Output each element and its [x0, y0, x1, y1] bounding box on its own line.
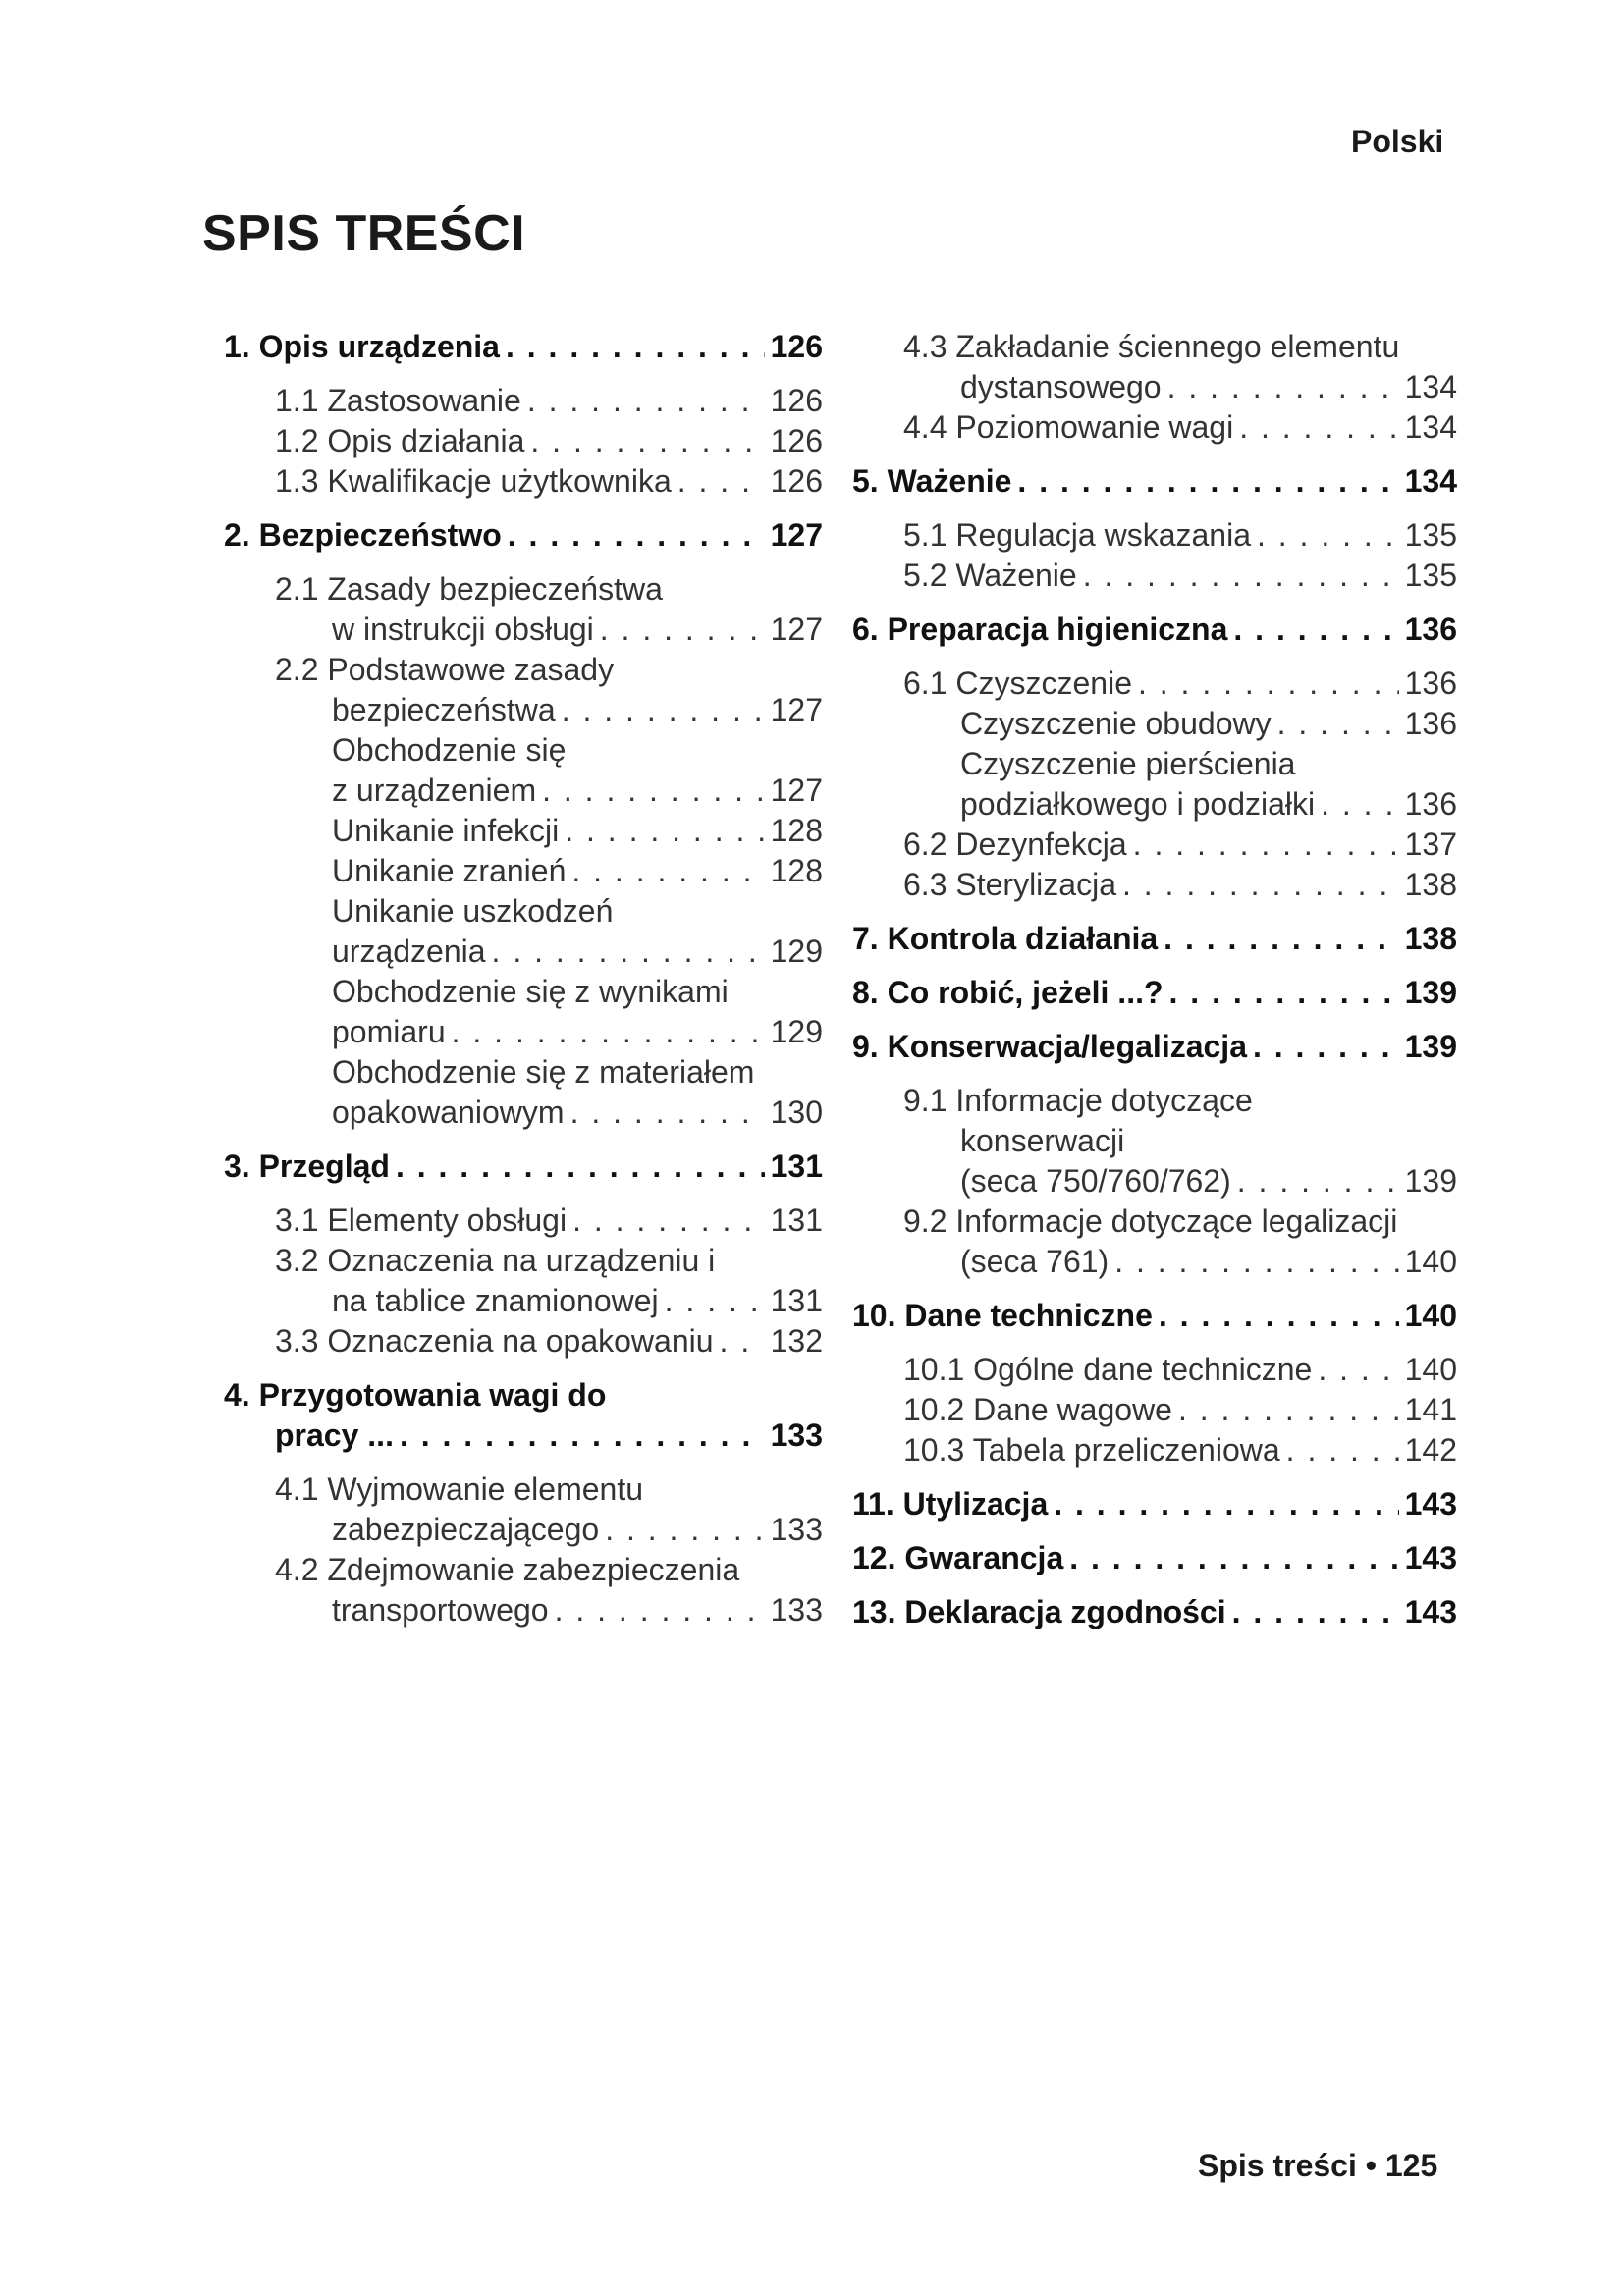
- toc-page-number: 139: [1404, 975, 1457, 1010]
- toc-entry-text: pomiaru: [332, 1014, 446, 1049]
- toc-page-number: 142: [1404, 1432, 1457, 1468]
- dot-leader: [1054, 1484, 1398, 1524]
- toc-entry-text: 3.1 Elementy obsługi: [275, 1202, 568, 1238]
- toc-entry-text: Obchodzenie się: [332, 732, 567, 768]
- toc-page-number: 131: [770, 1283, 823, 1318]
- toc-right-column: [852, 327, 1457, 1646]
- toc-entry-text: 12. Gwarancja: [852, 1540, 1064, 1575]
- toc-entry-text: 6.2 Dezynfekcja: [903, 827, 1127, 862]
- toc-page-number: 128: [770, 813, 823, 848]
- toc-page-number: 126: [770, 423, 823, 458]
- toc-entry-text: konserwacji: [960, 1123, 1125, 1158]
- toc-subsection[interactable]: [852, 744, 1457, 825]
- toc-page-number: 127: [770, 612, 823, 647]
- dot-leader: [396, 1147, 765, 1187]
- toc-entry-text: urządzenia: [332, 934, 486, 969]
- toc-entry-text: 11. Utylizacja: [852, 1486, 1049, 1522]
- toc-page-number: 143: [1404, 1594, 1457, 1629]
- toc-section[interactable]: [224, 1201, 823, 1241]
- toc-page-number: 127: [770, 773, 823, 808]
- toc-page-number: 130: [770, 1095, 823, 1130]
- toc-page-number: 129: [770, 934, 823, 969]
- toc-entry-text: 10.1 Ogólne dane techniczne: [903, 1352, 1313, 1387]
- toc-chapter[interactable]: [852, 1592, 1457, 1632]
- dot-leader: [1138, 664, 1399, 704]
- toc-entry-text: (seca 761): [960, 1244, 1110, 1279]
- toc-chapter[interactable]: [852, 1484, 1457, 1524]
- dot-leader: [527, 381, 765, 421]
- toc-entry-text: 10.2 Dane wagowe: [903, 1392, 1172, 1427]
- dot-leader: [1169, 973, 1399, 1013]
- toc-entry-text: Czyszczenie obudowy: [960, 706, 1272, 741]
- toc-entry-text: 13. Deklaracja zgodności: [852, 1594, 1226, 1629]
- toc-chapter[interactable]: [224, 1147, 823, 1187]
- toc-entry-text: 1.1 Zastosowanie: [275, 383, 521, 418]
- dot-leader: [565, 811, 764, 851]
- dot-leader: [1133, 825, 1399, 865]
- toc-entry-text: opakowaniowym: [332, 1095, 565, 1130]
- toc-chapter[interactable]: [852, 1538, 1457, 1578]
- dot-leader: [605, 1510, 764, 1550]
- dot-leader: [1083, 556, 1399, 596]
- toc-section[interactable]: [224, 1321, 823, 1362]
- toc-page-number: 126: [770, 463, 823, 499]
- toc-entry-text: bezpieczeństwa: [332, 692, 556, 727]
- dot-leader: [677, 461, 765, 502]
- dot-leader: [1122, 865, 1399, 905]
- toc-entry-text: 4.4 Poziomowanie wagi: [903, 409, 1234, 445]
- toc-page-number: 138: [1404, 867, 1457, 902]
- toc-section[interactable]: [852, 515, 1457, 556]
- toc-section[interactable]: [852, 664, 1457, 704]
- toc-page-number: 126: [770, 329, 823, 364]
- toc-section[interactable]: [852, 1201, 1457, 1282]
- language-label: Polski: [1351, 124, 1444, 159]
- toc-section[interactable]: [852, 1081, 1457, 1201]
- dot-leader: [1321, 784, 1399, 825]
- toc-entry-text: 4.1 Wyjmowanie elementu: [275, 1471, 643, 1507]
- toc-page-number: 137: [1404, 827, 1457, 862]
- dot-leader: [1232, 1592, 1399, 1632]
- toc-section[interactable]: [852, 1390, 1457, 1430]
- dot-leader: [1017, 461, 1398, 502]
- toc-section[interactable]: [852, 1350, 1457, 1390]
- toc-section[interactable]: [224, 381, 823, 421]
- toc-section[interactable]: [852, 865, 1457, 905]
- toc-section[interactable]: [224, 1550, 823, 1630]
- toc-page-number: 135: [1404, 517, 1457, 553]
- dot-leader: [1286, 1430, 1399, 1470]
- dot-leader: [400, 1415, 765, 1456]
- toc-section[interactable]: [224, 1469, 823, 1550]
- toc-entry-text: 1.2 Opis działania: [275, 423, 525, 458]
- toc-entry-text: 9. Konserwacja/legalizacja: [852, 1029, 1247, 1064]
- dot-leader: [506, 327, 765, 367]
- toc-page-number: 129: [770, 1014, 823, 1049]
- dot-leader: [492, 932, 765, 972]
- toc-page-number: 141: [1404, 1392, 1457, 1427]
- toc-page-number: 135: [1404, 558, 1457, 593]
- toc-entry-text: 5.2 Ważenie: [903, 558, 1077, 593]
- toc-entry-text: 3.3 Oznaczenia na opakowaniu: [275, 1323, 714, 1359]
- toc-entry-text: 9.1 Informacje dotyczące: [903, 1083, 1253, 1118]
- dot-leader: [570, 1093, 765, 1133]
- toc-page-number: 131: [770, 1148, 823, 1184]
- toc-page-number: 143: [1404, 1486, 1457, 1522]
- toc-entry-text: Unikanie uszkodzeń: [332, 893, 614, 929]
- dot-leader: [1237, 1161, 1399, 1201]
- toc-section[interactable]: [852, 407, 1457, 448]
- dot-leader: [452, 1012, 765, 1052]
- toc-page-number: 131: [770, 1202, 823, 1238]
- dot-leader: [572, 1201, 765, 1241]
- toc-page-number: 134: [1404, 463, 1457, 499]
- toc-page-number: 140: [1404, 1298, 1457, 1333]
- toc-entry-text: Obchodzenie się z materiałem: [332, 1054, 755, 1090]
- toc-entry-text: 6.3 Sterylizacja: [903, 867, 1116, 902]
- toc-entry-text: 7. Kontrola działania: [852, 921, 1159, 956]
- toc-section[interactable]: [224, 650, 823, 730]
- toc-section[interactable]: [852, 825, 1457, 865]
- toc-page-number: 140: [1404, 1244, 1457, 1279]
- toc-entry-text: pracy ...: [275, 1417, 394, 1453]
- toc-entry-text: 6. Preparacja higieniczna: [852, 612, 1228, 647]
- toc-page-number: 143: [1404, 1540, 1457, 1575]
- toc-chapter[interactable]: [852, 919, 1457, 959]
- toc-subsection[interactable]: [224, 730, 823, 811]
- toc-entry-text: na tablice znamionowej: [332, 1283, 659, 1318]
- toc-entry-text: 8. Co robić, jeżeli ...?: [852, 975, 1164, 1010]
- toc-entry-text: 3. Przegląd: [224, 1148, 390, 1184]
- toc-subsection[interactable]: [224, 811, 823, 851]
- toc-left-column: [224, 327, 823, 1630]
- toc-entry-text: 4. Przygotowania wagi do: [224, 1377, 607, 1413]
- toc-entry-text: Czyszczenie pierścienia: [960, 746, 1296, 781]
- toc-entry-text: Unikanie zranień: [332, 853, 567, 888]
- dot-leader: [1277, 704, 1399, 744]
- dot-leader: [542, 771, 765, 811]
- toc-entry-text: 5. Ważenie: [852, 463, 1012, 499]
- toc-page-number: 132: [770, 1323, 823, 1359]
- toc-page-number: 127: [770, 517, 823, 553]
- toc-entry-text: Obchodzenie się z wynikami: [332, 974, 729, 1009]
- toc-page-number: 133: [770, 1592, 823, 1628]
- toc-entry-text: zabezpieczającego: [332, 1512, 600, 1547]
- toc-section[interactable]: [224, 1241, 823, 1321]
- toc-page-number: 136: [1404, 786, 1457, 822]
- toc-page-number: 133: [770, 1417, 823, 1453]
- toc-page-number: 138: [1404, 921, 1457, 956]
- toc-chapter[interactable]: [224, 515, 823, 556]
- toc-chapter[interactable]: [852, 461, 1457, 502]
- toc-section[interactable]: [852, 327, 1457, 407]
- toc-page-number: 139: [1404, 1029, 1457, 1064]
- toc-chapter[interactable]: [224, 1375, 823, 1456]
- toc-page-number: 126: [770, 383, 823, 418]
- toc-entry-text: 1. Opis urządzenia: [224, 329, 500, 364]
- dot-leader: [1159, 1296, 1399, 1336]
- dot-leader: [720, 1321, 765, 1362]
- toc-section[interactable]: [224, 461, 823, 502]
- toc-entry-text: (seca 750/760/762): [960, 1163, 1231, 1199]
- toc-entry-text: 4.2 Zdejmowanie zabezpieczenia: [275, 1552, 740, 1587]
- page-footer: Spis treści • 125: [1198, 2148, 1438, 2183]
- toc-entry-text: 5.1 Regulacja wskazania: [903, 517, 1251, 553]
- toc-subsection[interactable]: [224, 972, 823, 1052]
- toc-subsection[interactable]: [224, 891, 823, 972]
- dot-leader: [1069, 1538, 1398, 1578]
- dot-leader: [530, 421, 764, 461]
- toc-page-number: 136: [1404, 612, 1457, 647]
- toc-chapter[interactable]: [852, 610, 1457, 650]
- dot-leader: [562, 690, 765, 730]
- dot-leader: [600, 610, 765, 650]
- toc-page-number: 136: [1404, 706, 1457, 741]
- toc-entry-text: w instrukcji obsługi: [332, 612, 594, 647]
- toc-page-number: 139: [1404, 1163, 1457, 1199]
- toc-chapter[interactable]: [224, 327, 823, 367]
- toc-subsection[interactable]: [852, 704, 1457, 744]
- toc-page-number: 136: [1404, 666, 1457, 701]
- toc-entry-text: 4.3 Zakładanie ściennego elementu: [903, 329, 1400, 364]
- dot-leader: [1239, 407, 1398, 448]
- toc-entry-text: 10. Dane techniczne: [852, 1298, 1153, 1333]
- dot-leader: [1114, 1242, 1398, 1282]
- toc-entry-text: transportowego: [332, 1592, 549, 1628]
- page-title: SPIS TREŚCI: [202, 205, 526, 262]
- toc-entry-text: 2. Bezpieczeństwo: [224, 517, 502, 553]
- toc-page-number: 134: [1404, 369, 1457, 404]
- toc-page-number: 127: [770, 692, 823, 727]
- toc-entry-text: 1.3 Kwalifikacje użytkownika: [275, 463, 672, 499]
- toc-section[interactable]: [852, 556, 1457, 596]
- dot-leader: [1178, 1390, 1399, 1430]
- toc-section[interactable]: [224, 569, 823, 650]
- toc-page-number: 134: [1404, 409, 1457, 445]
- toc-entry-text: 9.2 Informacje dotyczące legalizacji: [903, 1203, 1398, 1239]
- toc-page-number: 128: [770, 853, 823, 888]
- toc-chapter[interactable]: [852, 1296, 1457, 1336]
- toc-entry-text: podziałkowego i podziałki: [960, 786, 1316, 822]
- dot-leader: [571, 851, 764, 891]
- toc-page-number: 133: [770, 1512, 823, 1547]
- toc-page-number: 140: [1404, 1352, 1457, 1387]
- toc-subsection[interactable]: [224, 1052, 823, 1133]
- toc-entry-text: 2.2 Podstawowe zasady: [275, 652, 615, 687]
- dot-leader: [1318, 1350, 1398, 1390]
- dot-leader: [1253, 1027, 1399, 1067]
- dot-leader: [1233, 610, 1398, 650]
- dot-leader: [665, 1281, 765, 1321]
- dot-leader: [555, 1590, 765, 1630]
- toc-entry-text: 6.1 Czyszczenie: [903, 666, 1132, 701]
- toc-subsection[interactable]: [224, 851, 823, 891]
- toc-chapter[interactable]: [852, 973, 1457, 1013]
- toc-section[interactable]: [224, 421, 823, 461]
- toc-entry-text: 3.2 Oznaczenia na urządzeniu i: [275, 1243, 716, 1278]
- toc-entry-text: 10.3 Tabela przeliczeniowa: [903, 1432, 1280, 1468]
- dot-leader: [1164, 919, 1398, 959]
- dot-leader: [1167, 367, 1399, 407]
- toc-entry-text: dystansowego: [960, 369, 1162, 404]
- toc-entry-text: 2.1 Zasady bezpieczeństwa: [275, 571, 663, 607]
- dot-leader: [1257, 515, 1399, 556]
- toc-entry-text: z urządzeniem: [332, 773, 537, 808]
- toc-chapter[interactable]: [852, 1027, 1457, 1067]
- toc-section[interactable]: [852, 1430, 1457, 1470]
- dot-leader: [508, 515, 765, 556]
- toc-entry-text: Unikanie infekcji: [332, 813, 560, 848]
